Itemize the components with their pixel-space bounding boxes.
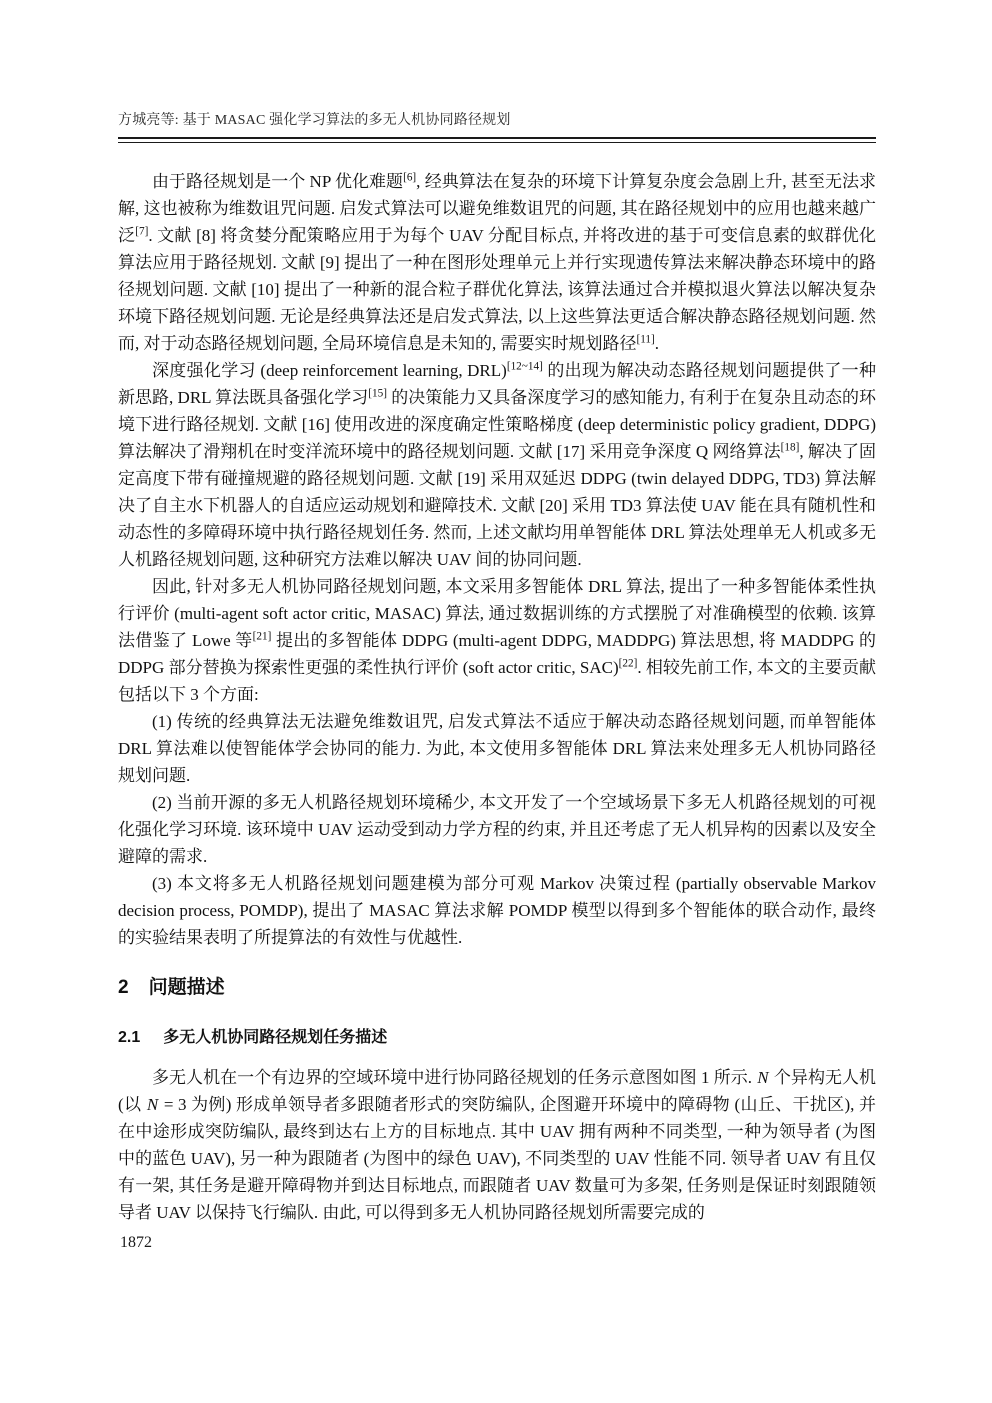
paragraph <box>118 1064 876 1226</box>
paragraph <box>118 708 876 789</box>
paper-body <box>118 168 876 1226</box>
text-run: 的出现为解决动态路径规划问题提供了一种新思路, DRL 算法既具备强化学习 <box>118 361 876 407</box>
paragraph <box>118 870 876 951</box>
section-heading <box>118 975 876 1000</box>
citation-superscript: [7] <box>135 225 149 238</box>
math-variable: N <box>757 1068 769 1087</box>
subsection-number: 2.1 <box>118 1029 141 1046</box>
text-run: (1) 传统的经典算法无法避免维数诅咒, 启发式算法不适应于解决动态路径规划问题, 而单智能体 DRL 算法难以使智能体学会协同的能力. 为此, 本文使用多智能体 DRL 算法来处理多无人机协同路径规划问题. <box>118 712 876 785</box>
subsection-title: 多无人机协同路径规划任务描述 <box>163 1029 388 1046</box>
text-run: 提出的多智能体 DDPG (multi-agent DDPG, MADDPG) 算法思想, 将 MADDPG 的 DDPG 部分替换为探索性更强的柔性执行评价 (soft actor critic, SAC) <box>118 631 876 677</box>
header-rule <box>118 137 876 143</box>
text-run: 深度强化学习 (deep reinforcement learning, DRL) <box>152 361 507 380</box>
section-title: 问题描述 <box>148 977 225 998</box>
citation-superscript: [22] <box>618 657 638 670</box>
task-description-paragraphs <box>118 1064 876 1226</box>
text-run: . <box>654 334 660 353</box>
section-number: 2 <box>118 977 129 998</box>
citation-superscript: [15] <box>368 387 387 400</box>
text-run: 由于路径规划是一个 NP 优化难题 <box>152 172 404 191</box>
text-run: (3) 本文将多无人机路径规划问题建模为部分可观 Markov 决策过程 (partially observable Markov decision process, POMDP), 提出了 MASAC 算法求解 POMDP 模型以得到多个智能体的联合动作, 最终的实验结果表明了所提算法的有效性与优越性. <box>118 874 876 947</box>
paragraph <box>118 168 876 357</box>
paragraph <box>118 789 876 870</box>
text-run: 多无人机在一个有边界的空域环境中进行协同路径规划的任务示意图如图 1 所示. <box>152 1068 757 1087</box>
paragraph <box>118 357 876 573</box>
running-title: 方城亮等: 基于 MASAC 强化学习算法的多无人机协同路径规划 <box>118 113 511 128</box>
math-variable: N <box>146 1095 159 1114</box>
text-run: , 经典算法在复杂的环境下计算复杂度会急剧上升, 甚至无法求解, 这也被称为维数诅咒问题. 启发式算法可以避免维数诅咒的问题, 其在路径规划中的应用也越来越广泛 <box>118 172 877 245</box>
citation-superscript: [6] <box>403 171 417 184</box>
text-run: 的决策能力又具备深度学习的感知能力, 有利于在复杂且动态的环境下进行路径规划. 文献 [16] 使用改进的深度确定性策略梯度 (deep deterministic policy gradient, DDPG) 算法解决了滑翔机在时变洋流环境中的路径规划问题. 文献 [17] 采用竞争深度 Q 网络算法 <box>118 388 877 461</box>
subsection-heading <box>118 1027 876 1049</box>
citation-superscript: [11] <box>636 333 655 346</box>
text-run: = 3 为例) 形成单领导者多跟随者形式的突防编队, 企图避开环境中的障碍物 (山丘、干扰区), 并在中途形成突防编队, 最终到达右上方的目标地点. 其中 UAV 拥有两种不同类型, 一种为领导者 (为图中的蓝色 UAV), 另一种为跟随者 (为图中的绿色 UAV), 不同类型的 UAV 性能不同. 领导者 UAV 有且仅有一架, 其任务是避开障碍物并到达目标地点, 而跟随者 UAV 数量可为多架, 任务则是保证时刻跟随领导者 UAV 以保持飞行编队. 由此, 可以得到多无人机协同路径规划所需要完成的 <box>118 1095 876 1222</box>
paragraph <box>118 573 876 708</box>
running-header <box>118 112 876 143</box>
text-run: 因此, 针对多无人机协同路径规划问题, 本文采用多智能体 DRL 算法, 提出了一种多智能体柔性执行评价 (multi-agent soft actor critic, MASAC) 算法, 通过数据训练的方式摆脱了对准确模型的依赖. 该算法借鉴了 Lowe 等 <box>118 577 876 650</box>
citation-superscript: [12~14] <box>506 360 543 373</box>
text-run: , 解决了固定高度下带有碰撞规避的路径规划问题. 文献 [19] 采用双延迟 DDPG (twin delayed DDPG, TD3) 算法解决了自主水下机器人的自适应运动规划和避障技术. 文献 [20] 采用 TD3 算法使 UAV 能在具有随机性和动态性的多障碍环境中执行路径规划任务. 然而, 上述文献均用单智能体 DRL 算法处理单无人机或多无人机路径规划问题, 这种研究方法难以解决 UAV 间的协同问题. <box>118 442 876 569</box>
text-run: . 相较先前工作, 本文的主要贡献包括以下 3 个方面: <box>118 658 876 704</box>
citation-superscript: [18] <box>780 441 800 454</box>
page-number: 1872 <box>120 1234 152 1251</box>
citation-superscript: [21] <box>252 630 272 643</box>
text-run: (2) 当前开源的多无人机路径规划环境稀少, 本文开发了一个空域场景下多无人机路径规划的可视化强化学习环境. 该环境中 UAV 运动受到动力学方程的约束, 并且还考虑了无人机异构的因素以及安全避障的需求. <box>118 793 876 866</box>
text-run: . 文献 [8] 将贪婪分配策略应用于为每个 UAV 分配目标点, 并将改进的基于可变信息素的蚁群优化算法应用于路径规划. 文献 [9] 提出了一种在图形处理单元上并行实现遗传算法来解决静态环境中的路径规划问题. 文献 [10] 提出了一种新的混合粒子群优化算法, 该算法通过合并模拟退火算法以解决复杂环境下路径规划问题. 无论是经典算法还是启发式算法, 以上这些算法更适合解决静态路径规划问题. 然而, 对于动态路径规划问题, 全局环境信息是未知的, 需要实时规划路径 <box>118 226 876 353</box>
text-run: 个异构无人机 (以 <box>118 1068 877 1114</box>
introduction-paragraphs <box>118 168 876 951</box>
